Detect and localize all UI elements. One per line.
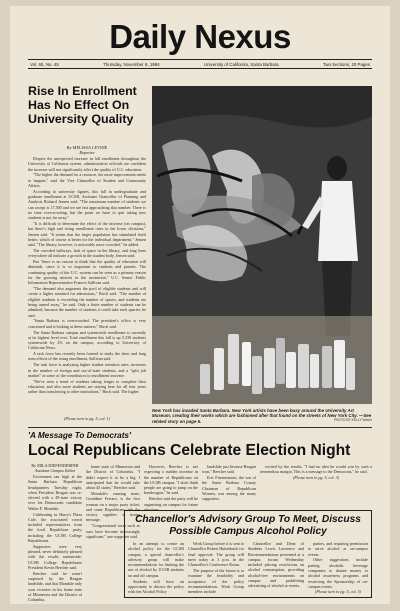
story2-paragraph: home state of Minnesota and the District of Columbia. "I didn't expect it to be a big. I anticipated that he would take about 45 states," Beecher said. [86,464,140,491]
lead-paragraph: The Santa Barbara campus and systemwide enrollment is currently at its highest level ever. Total enrollment this fall is up 5,339 students systemwide by 2% on the campus, according to University of California News. [28,329,146,351]
story2-column-1 [28,474,82,603]
photo-caption: New York has invaded Santa Barbara. New York artists have been busy around the University Art Museum, creating their works which are fashioned after that found on the streets of New York City. —See related story on page 5. [152,408,372,424]
lead-paragraph: The crowded hallways, lack of space in the library, and long lines everywhere all indicate a growth in the student body, Jensen said. [28,248,146,259]
story3-paragraph: The purpose of the forum is to examine the feasibility and acceptance of the policy recommendations. Work Group members include [188,567,244,595]
story3-paragraph: In an attempt to create an alcohol policy for the UCSB campus, a special chancellor's advisory group will make recommendations for limiting the use of alcohol by UCSB students on and off campus. [128,541,184,578]
story3-paragraph: Chancellor and Dean of Students Lewis Lawrence and Recommendations presented at a campus forum Wednesday included placing restrictions on alcohol consumption, providing alcohol-free environments on campus and prohibiting advertising of alcohol at events. [248,541,304,589]
story2-column-2 [86,464,140,539]
lead-byline-role: Reporter [79,150,95,155]
story2-column-3 [144,464,198,510]
story2-paragraph: However, Beecher is not expecting a sudden increase in the number of Republicans on the UCSB campus. "I don't think people are going to jump on the bandwagon," he said. [144,464,198,496]
story2-headline: Local Republicans Celebrate Election Night [28,442,351,459]
story3-column-4 [308,541,368,589]
lead-paragraph: But "there is no reason to think that the quality of education will diminish, since it is so important to students and parents. The continuing quality of the U.C. system can be seen as a primary reason for the growing interest in the institution," U.C. Senior Public Information Representative Frances Sullivan said. [28,259,146,286]
lead-headline: Rise In Enrollment Has No Effect On University Quality [28,84,137,126]
story3-paragraph: Students will have an opportunity to discuss the policy with the Alcohol Policy [128,578,184,595]
story2-column-4 [202,464,256,510]
graffiti-mural-image [152,86,372,404]
section-count: Two Sections, 20 Pages [322,61,370,67]
lead-byline [28,145,146,155]
story3-column-2 [188,541,244,596]
volume-number: Vol. 65, No. 45 [30,61,59,67]
story2-byline-name: By MILA DIEFENDERFER [31,463,79,468]
story2-paragraph: Beecher said he wasn't surprised by the Reagan landslide, and that Mondale only won victories in his home state of Minnesota and the District of Columbia. [28,570,82,603]
lead-paragraph: The task force is analyzing higher student retention rates, increases in the number of foreign and out-of-state students, and a "split job market" as some of the contributors to enrollment increase. [28,362,146,378]
story2-paragraph: Beecher said the party will be organizing on campus for future elections. [144,496,198,512]
front-page-photo [152,86,372,404]
story2-paragraph: landslide just because Reagan won," Beecher said. [202,464,256,475]
story2-paragraph: Supporters were very pleased, never definitely pleased with the results nationwide. UCSB College Republicans President Kevin Beecher said. [28,543,82,571]
lead-paragraph: "It is difficult to determine the effect of the increase (on campus), but there's high and rising enrollment rates in the lower divisions," Jensen said. "It seems that the larger population has stimulated itself better, which of course is better for the individual department," Jensen said. "The library, however, is noticeably more crowded," he added. [28,221,146,248]
photo-credit: PHOTO BY KELLY Wever [333,418,372,422]
university-name: University of California, Santa Barbara [203,61,279,67]
story3-jump: (Please turn to pg. 5, col. 5) [314,589,362,594]
story3-headline: Chancellor's Advisory Group To Meet, Discuss Possible Campus Alcohol Policy [135,514,361,537]
story3-jump-line [308,589,368,596]
lead-paragraph: Despite the unexpected increase in fall enrollment throughout the University of California system, administration officials are confident the increase will not significantly affect the quality of U.C. education. [28,156,146,172]
story2-paragraph: Mondale's running mate, Geraldine Ferraro, is the first woman on a major party ticket, and some Republicans felt the victory signifies a strong message. [86,490,140,523]
lead-jump: (Please turn to pg. 5, col. 1) [63,416,111,421]
masthead-title: Daily Nexus [109,18,291,55]
lead-byline-name: By MELISSA LEVINE [66,145,108,150]
lead-paragraph: According to university figures, this fall in undergraduate and graduate enrollment at UCSB, Assistant Chancellor of Planning and Analysis Richard Jensen said. "The maximum number of students we can accept is 17,500 and we are fast approaching that number. There is no time overcrowding, but the point we have to quit taking new students is not far away." [28,188,146,221]
lead-jump-line [28,416,146,424]
lead-paragraph: "The demand also augments the pool of eligible students and will create a higher standard for admissions," Birch said. "The number of eligible students is exceeding the number of spaces, and students are being turned away," he said. Only a finite number of students can be admitted, because the number of students it could take each quarter, he said. [28,286,146,318]
issue-date: Thursday, November 6, 1984 [103,61,160,67]
lead-paragraph: "Santa Barbara is overcrowded. The president's office is very concerned and is looking at these matters," Birch said. [28,318,146,329]
story2-kicker: 'A Message To Democrats' [28,431,131,440]
lead-paragraph: "We've seen a trend of students taking longer to complete their education, and also more students are staying here for all four years rather than transferring to other institutions," Birch said. The higher [28,378,146,395]
story3-paragraph: parties, and requiring permission to serve alcohol at on-campus events. [308,541,368,557]
story3-paragraph: Other suggestions include putting alcoholic beverage companies to donate money to alcohol awareness programs and restricting the Sponsorship of on-campus events. [308,557,368,589]
story3-paragraph: Work Group before it is sent to Chancellor Robert Huttenback for final approval. The group will meet today at 3 p.m. in the Chancellor's Conference Room. [188,541,244,568]
section-divider [28,427,372,428]
lead-story-column [28,156,146,426]
story3-column-3 [248,541,304,596]
story2-column-5 [260,464,372,510]
lead-paragraph: A task force has recently been formed to study the short and long term effects of the rising enrollment, Sullivan said. [28,351,146,362]
lead-paragraph: "The higher the demand for a resource, the more improvement needs to happen," said the Vice Chancellor of Student and Community Affairs. [28,172,146,188]
story2-byline-role: Assistant Campus Editor [34,468,76,473]
story2-jump: (Please turn to pg. 5, col. 3) [292,475,340,481]
story2-paragraph: Celebrating in Harry's Plaza Cafe, the associated crowd included representatives from the local Republican party, including the UCSB College Republicans. [28,511,82,544]
story2-paragraph: excited by the results. "I had no idea he would win by such a tremendous margin. This is a message to the Democrats," he said. [260,464,372,475]
story2-byline [28,463,82,473]
story2-paragraph: Excitement ran high at the Santa Barbara Republican headquarters Tuesday night, when President Reagan was re-elected with a 49-state victory over his Democratic candidate Walter F. Mondale. [28,474,82,511]
story3-column-1 [128,541,184,596]
dateline-bar [28,59,372,69]
story2-paragraph: "Congressional races such as ours have become increasingly significant," one supporter said. [86,523,140,539]
story2-paragraph: Eric Fitzsimmons, the son of the Santa Barbara County Chairman of Republican Women, was among the many supporters. [202,475,256,502]
newspaper-page [10,6,390,604]
